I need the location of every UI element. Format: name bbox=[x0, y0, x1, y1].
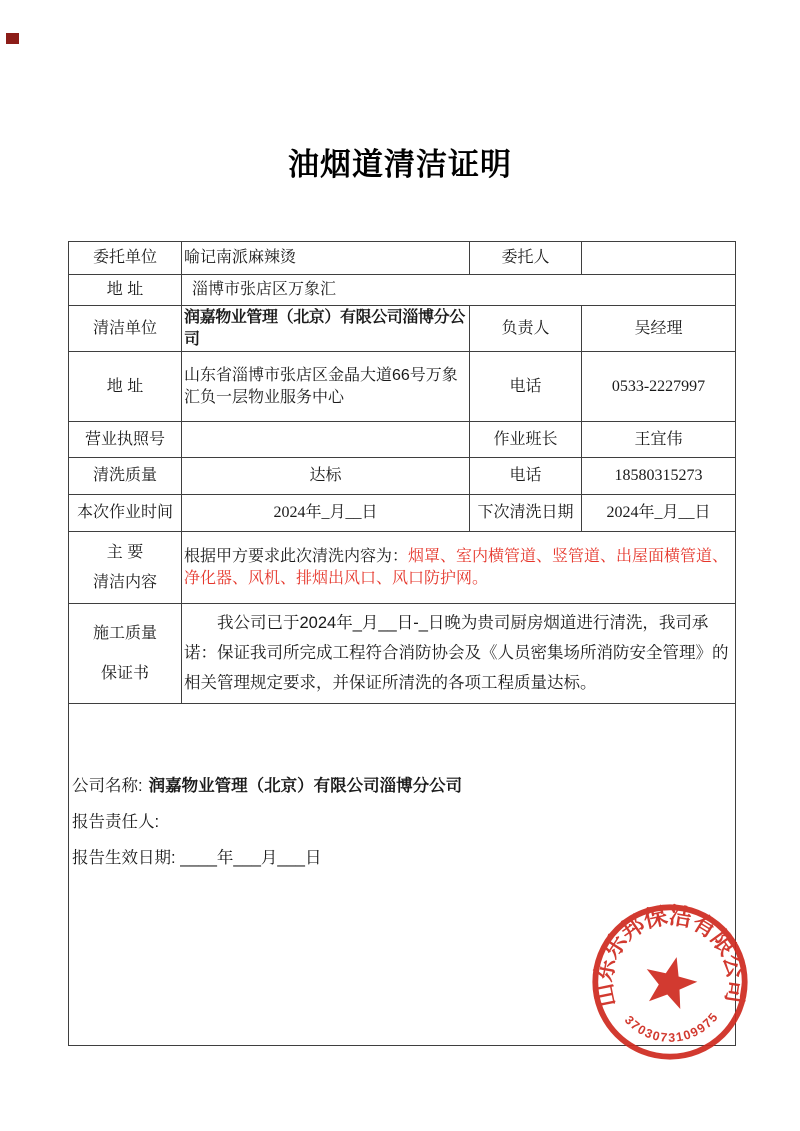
main-content-prefix: 根据甲方要求此次清洗内容为： bbox=[184, 548, 409, 566]
crew-leader-label: 作业班长 bbox=[470, 422, 582, 458]
table-row bbox=[69, 275, 736, 306]
report-date-label: 报告生效日期: bbox=[72, 849, 176, 868]
quality-pledge-value bbox=[182, 604, 736, 704]
quality-pledge-label-line1: 施工质量 bbox=[92, 625, 157, 643]
work-date-label: 本次作业时间 bbox=[69, 495, 182, 532]
seal-graphic bbox=[587, 899, 753, 1065]
report-date-value: ____年___月___日 bbox=[180, 849, 322, 868]
table-row bbox=[69, 458, 736, 495]
cleaning-unit-label: 清洁单位 bbox=[69, 306, 182, 352]
phone1-value: 0533-2227997 bbox=[582, 352, 736, 422]
report-responsible-line bbox=[72, 812, 462, 832]
next-cleaning-date-value: 2024年_月__日 bbox=[582, 495, 736, 532]
table-row bbox=[69, 532, 736, 604]
seal-company-text: 山东乐邦保洁有限公司 bbox=[590, 902, 750, 1010]
corner-red-mark bbox=[6, 33, 19, 44]
entrusting-person-label: 委托人 bbox=[470, 242, 582, 275]
responsible-person-value: 吴经理 bbox=[582, 306, 736, 352]
entrusting-unit-value: 喻记南派麻辣烫 bbox=[182, 242, 470, 275]
address1-label: 地 址 bbox=[69, 275, 182, 306]
svg-text:3703073109975 bbox=[622, 1011, 721, 1045]
main-content-label bbox=[69, 532, 182, 604]
address2-label: 地 址 bbox=[69, 352, 182, 422]
crew-leader-value: 王宜伟 bbox=[582, 422, 736, 458]
quality-pledge-text: 我公司已于2024年_月__日-_日晚为贵司厨房烟道进行清洗，我司承诺：保证我司所完成工程符合消防协会及《人员密集场所消防安全管理》的相关管理规定要求，并保证所清洗的各项工程质量达标。 bbox=[184, 614, 729, 692]
table-row bbox=[69, 495, 736, 532]
cleaning-unit-value: 润嘉物业管理（北京）有限公司淄博分公司 bbox=[182, 306, 470, 352]
business-license-label: 营业执照号 bbox=[69, 422, 182, 458]
cleaning-quality-value: 达标 bbox=[182, 458, 470, 495]
company-name-label: 公司名称: bbox=[72, 777, 143, 796]
phone1-label: 电话 bbox=[470, 352, 582, 422]
quality-pledge-label-line2: 保证书 bbox=[100, 664, 149, 682]
entrusting-unit-label: 委托单位 bbox=[69, 242, 182, 275]
certificate-table bbox=[68, 241, 750, 1046]
seal-star-icon bbox=[639, 951, 702, 1012]
report-responsible-label: 报告责任人: bbox=[72, 813, 160, 832]
main-content-highlight: 烟罩、室内横管道、竖管道、出屋面横管道、净化器、风机、排烟出风口、风口防护网。 bbox=[184, 548, 729, 587]
signature-block bbox=[72, 776, 462, 884]
table-row bbox=[69, 604, 736, 704]
company-name-value: 润嘉物业管理（北京）有限公司淄博分公司 bbox=[148, 777, 463, 796]
table-row bbox=[69, 422, 736, 458]
signature-cell bbox=[69, 704, 750, 1046]
address1-value: 淄博市张店区万象汇 bbox=[182, 275, 736, 306]
main-content-label-line1: 主 要 bbox=[106, 543, 144, 561]
report-date-line bbox=[72, 848, 462, 868]
business-license-value bbox=[182, 422, 470, 458]
responsible-person-label: 负责人 bbox=[470, 306, 582, 352]
cleaning-quality-label: 清洗质量 bbox=[69, 458, 182, 495]
main-content-value bbox=[182, 532, 736, 604]
phone2-value: 18580315273 bbox=[582, 458, 736, 495]
seal-number-text: 3703073109975 bbox=[621, 1010, 721, 1046]
page-title: 油烟道清洁证明 bbox=[288, 147, 512, 182]
phone2-label: 电话 bbox=[470, 458, 582, 495]
next-cleaning-date-label: 下次清洗日期 bbox=[470, 495, 582, 532]
table-row bbox=[69, 242, 736, 275]
table-row bbox=[69, 704, 736, 1046]
work-date-value: 2024年_月__日 bbox=[182, 495, 470, 532]
company-name-line bbox=[72, 776, 462, 796]
main-content-label-line2: 清洁内容 bbox=[92, 573, 157, 591]
table-row bbox=[69, 306, 736, 352]
quality-pledge-label bbox=[69, 604, 182, 704]
company-seal-stamp bbox=[587, 899, 753, 1065]
table-row bbox=[69, 352, 736, 422]
address2-value: 山东省淄博市张店区金晶大道66号万象汇负一层物业服务中心 bbox=[182, 352, 470, 422]
entrusting-person-value bbox=[582, 242, 736, 275]
